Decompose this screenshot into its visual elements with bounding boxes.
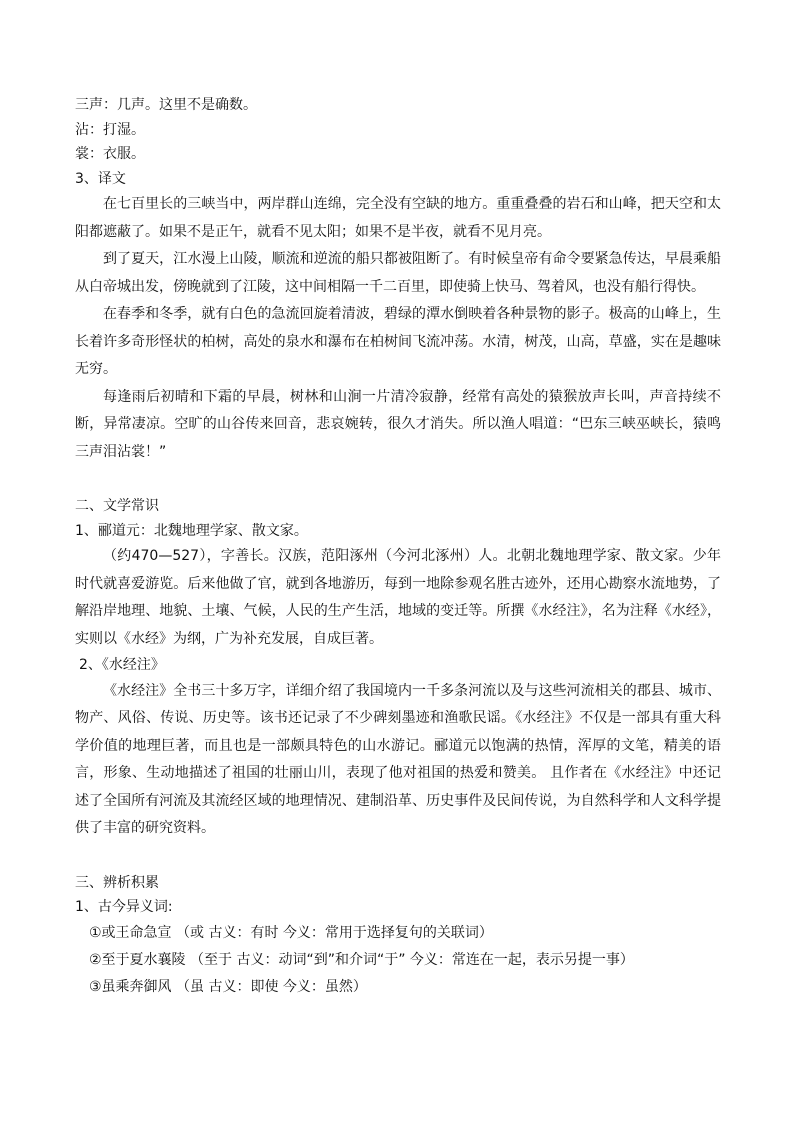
section-spacer bbox=[75, 466, 721, 494]
literature-subheading-book: 2、《水经注》 bbox=[79, 657, 165, 673]
document-content bbox=[75, 93, 721, 1001]
analysis-item-2: ②至于夏水襄陵 （至于 古义：动词“到”和介词“于” 今义：常连在一起，表示另提一事） bbox=[89, 951, 634, 968]
section-spacer bbox=[75, 843, 721, 871]
translation-paragraph-1: 在七百里长的三峡当中，两岸群山连绵，完全没有空缺的地方。重重叠叠的岩石和山峰，把天空和太阳都遮蔽了。如果不是正午，就看不见太阳；如果不是半夜，就看不见月亮。 bbox=[75, 196, 721, 240]
translation-paragraph-3: 在春季和冬季，就有白色的急流回旋着清波，碧绿的潭水倒映着各种景物的影子。极高的山峰上，生长着许多奇形怪状的柏树，高处的泉水和瀑布在柏树间飞流冲荡。水清，树茂，山高，草盛，实在是趣味无穷。 bbox=[75, 306, 721, 377]
analysis-subheading: 1、古今异义词: bbox=[75, 899, 173, 915]
translation-paragraph-2: 到了夏天，江水漫上山陵，顺流和逆流的船只都被阻断了。有时候皇帝有命令要紧急传达，早晨乘船从白帝城出发，傍晚就到了江陵，这中间相隔一千二百里，即使骑上快马、驾着风，也没有船行得快。 bbox=[75, 251, 721, 295]
literature-author-paragraph: （约470—527），字善长。汉族，范阳涿州（今河北涿州）人。北朝北魏地理学家、散文家。少年时代就喜爱游览。后来他做了官，就到各地游历，每到一地除参观名胜古迹外，还用心勘察水流地势，了解沿岸地理、地貌、土壤、气候，人民的生产生活，地域的变迁等。所撰《水经注》，名为注释《水经》，实则以《水经》为纲，广为补充发展，自成巨著。 bbox=[75, 548, 721, 647]
literature-book-paragraph: 《水经注》全书三十多万字，详细介绍了我国境内一千多条河流以及与这些河流相关的郡县、城市、物产、风俗、传说、历史等。该书还记录了不少碑刻墨迹和渔歌民谣。《水经注》不仅是一部具有重大科学价值的地理巨著，而且也是一部颇具特色的山水游记。郦道元以饱满的热情，浑厚的文笔，精美的语言，形象、生动地描述了祖国的壮丽山川，表现了他对祖国的热爱和赞美。 且作者在《水经注》中还记述了全国所有河流及其流经区域的地理情况、建制沿革、历史事件及民间传说，为自然科学和人文科学提供了丰富的研究资料。 bbox=[75, 682, 721, 836]
literature-subheading-author: 1、郦道元：北魏地理学家、散文家。 bbox=[75, 522, 308, 539]
note-zhan: 沾：打湿。 bbox=[75, 121, 145, 138]
note-sansheng: 三声：几声。这里不是确数。 bbox=[75, 97, 257, 113]
note-shang: 裳：衣服。 bbox=[75, 146, 145, 162]
analysis-item-3: ③虽乘奔御风 （虽 古义：即使 今义：虽然） bbox=[89, 978, 367, 995]
translation-paragraph-4: 每逢雨后初晴和下霜的早晨，树林和山涧一片清冷寂静，经常有高处的猿猴放声长叫，声音持续不断，异常凄凉。空旷的山谷传来回音，悲哀婉转，很久才消失。所以渔人唱道：“巴东三峡巫峡长，猿鸣三声泪沾裳！” bbox=[75, 388, 721, 460]
analysis-item-1: ①或王命急宣 （或 古义：有时 今义：常用于选择复句的关联词） bbox=[89, 924, 493, 941]
translation-heading: 3、译文 bbox=[75, 170, 126, 187]
analysis-heading: 三、辨析积累 bbox=[75, 874, 159, 891]
literature-heading: 二、文学常识 bbox=[75, 498, 159, 514]
